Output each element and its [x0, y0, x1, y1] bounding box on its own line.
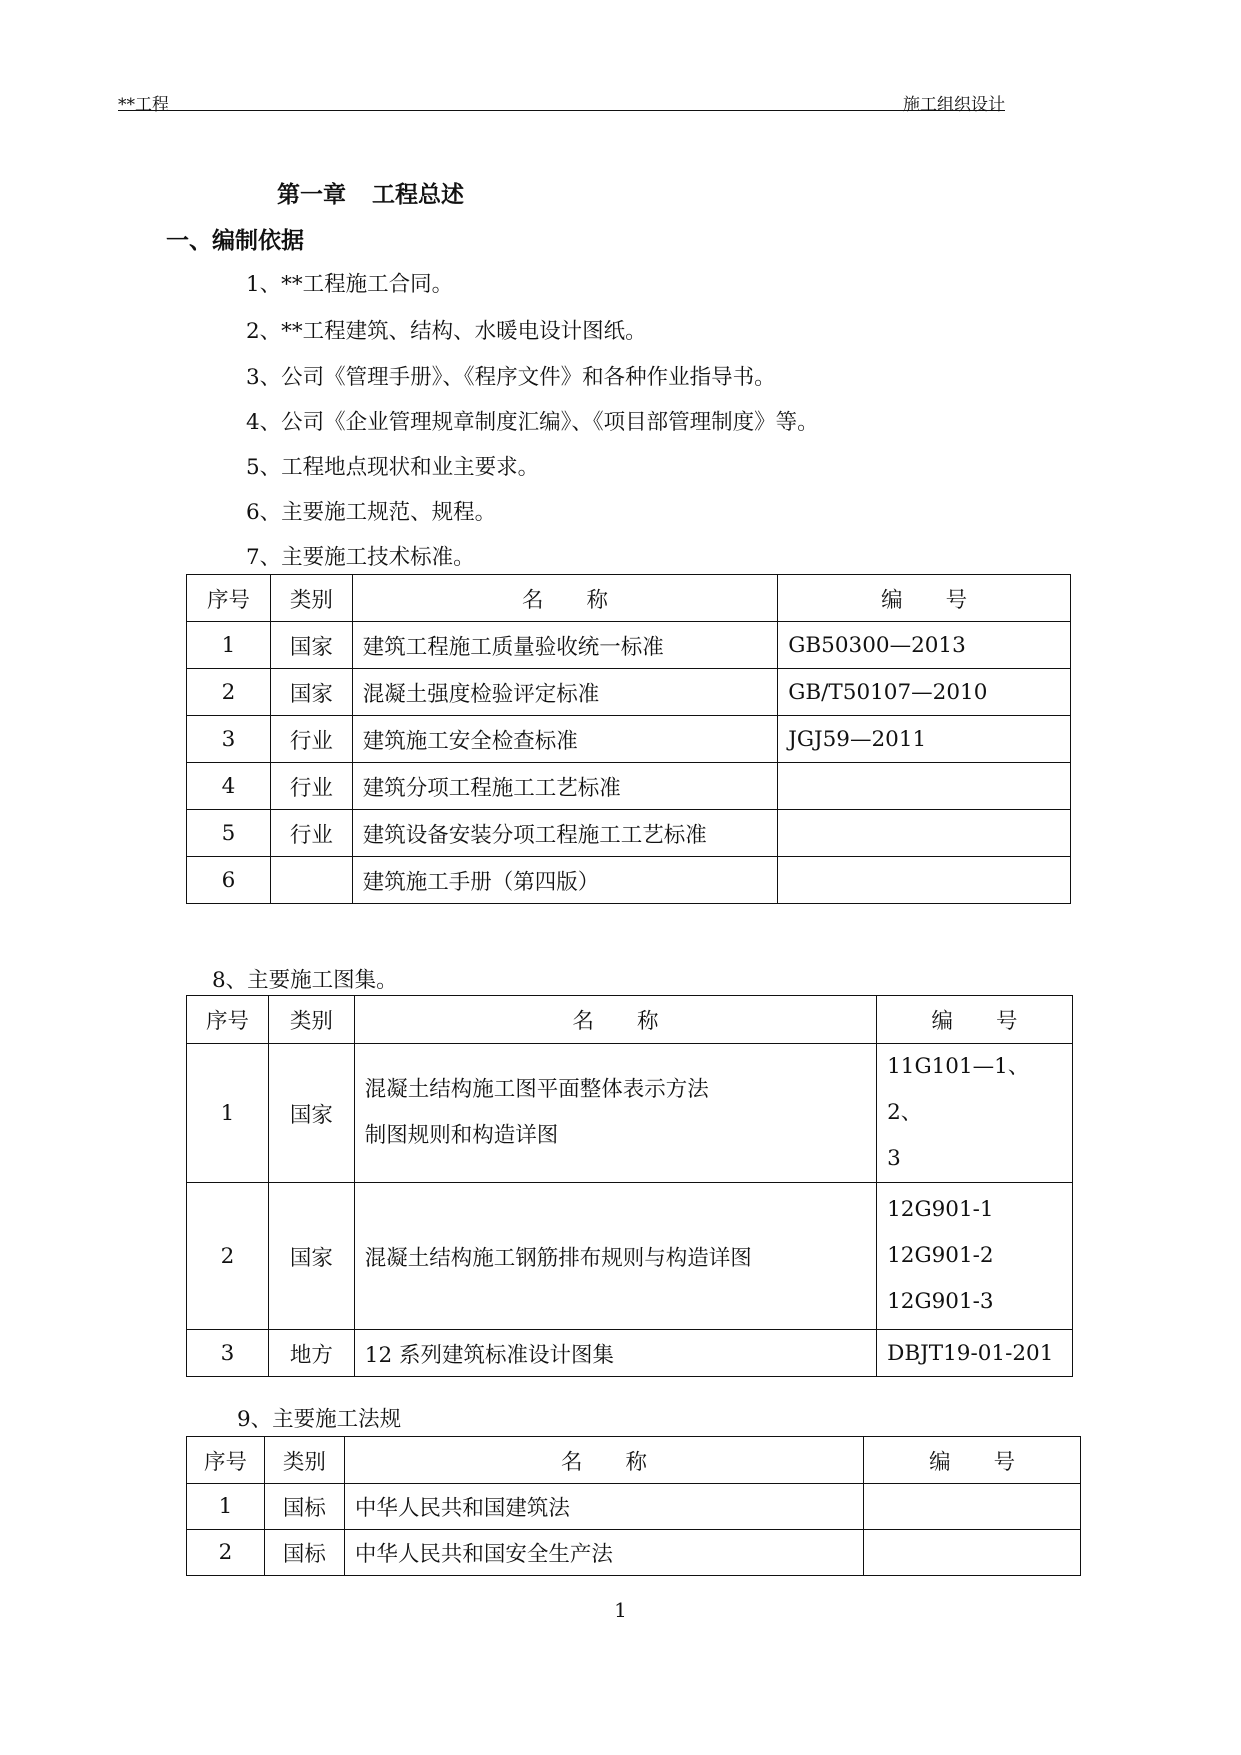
cell-name: 建筑工程施工质量验收统一标准 [352, 622, 777, 669]
cell-category: 国标 [264, 1484, 344, 1530]
cell-category: 行业 [270, 810, 352, 857]
cell-code-line: 12G901-1 [887, 1197, 994, 1222]
table-row [187, 810, 1071, 857]
cell-no: 2 [187, 669, 271, 716]
table-row [187, 622, 1071, 669]
table-row [187, 763, 1071, 810]
header-cell-code: 编 号 [778, 575, 1071, 622]
list-item: 8、主要施工图集。 [212, 968, 398, 993]
table-row [187, 716, 1071, 763]
list-item: 9、主要施工法规 [237, 1407, 402, 1432]
section-title: 一、编制依据 [166, 227, 304, 254]
cell-code: GB/T50107—2010 [778, 669, 1071, 716]
header-cell-category: 类别 [270, 575, 352, 622]
table-row [187, 857, 1071, 904]
cell-no: 2 [187, 1183, 269, 1330]
header-cell-name: 名 称 [352, 575, 777, 622]
cell-code [778, 810, 1071, 857]
table-header-row [187, 575, 1071, 622]
header-cell-category: 类别 [268, 996, 354, 1044]
cell-category: 国家 [268, 1183, 354, 1330]
cell-code-line: 3 [887, 1146, 901, 1171]
cell-category: 地方 [268, 1330, 354, 1377]
header-cell-no: 序号 [187, 1437, 265, 1484]
cell-no: 1 [187, 622, 271, 669]
cell-code [864, 1484, 1081, 1530]
header-rule [118, 110, 1005, 111]
list-item: 7、主要施工技术标准。 [246, 545, 475, 570]
cell-category: 行业 [270, 763, 352, 810]
table-row [187, 1044, 1073, 1183]
list-item: 3、公司《管理手册》、《程序文件》和各种作业指导书。 [246, 365, 776, 390]
cell-code [864, 1530, 1081, 1576]
list-item: 2、**工程建筑、结构、水暖电设计图纸。 [246, 319, 647, 344]
cell-no: 5 [187, 810, 271, 857]
cell-no: 1 [187, 1044, 269, 1183]
cell-category: 国标 [264, 1530, 344, 1576]
cell-code: DBJT19-01-201 [877, 1330, 1073, 1377]
cell-name: 建筑施工安全检查标准 [352, 716, 777, 763]
cell-name: 中华人民共和国安全生产法 [344, 1530, 863, 1576]
header-cell-code: 编 号 [877, 996, 1073, 1044]
table-row [187, 1330, 1073, 1377]
cell-no: 6 [187, 857, 271, 904]
list-item: 5、工程地点现状和业主要求。 [246, 455, 540, 480]
list-item: 1、**工程施工合同。 [246, 272, 454, 297]
table-row [187, 1183, 1073, 1330]
cell-no: 3 [187, 1330, 269, 1377]
cell-name-line: 制图规则和构造详图 [364, 1123, 559, 1148]
header-cell-no: 序号 [187, 575, 271, 622]
page-number: 1 [614, 1598, 627, 1622]
cell-code [778, 763, 1071, 810]
standards-table [186, 574, 1071, 904]
regulations-table [186, 1436, 1081, 1576]
table-row [187, 1484, 1081, 1530]
header-left: **工程 [118, 95, 169, 115]
cell-name: 建筑施工手册（第四版） [352, 857, 777, 904]
cell-code-line: 11G101—1、2、 [887, 1054, 1030, 1125]
cell-no: 4 [187, 763, 271, 810]
chapter-number: 第一章 [277, 181, 346, 208]
cell-code: GB50300—2013 [778, 622, 1071, 669]
cell-category: 国家 [268, 1044, 354, 1183]
cell-no: 1 [187, 1484, 265, 1530]
cell-no: 2 [187, 1530, 265, 1576]
header-cell-category: 类别 [264, 1437, 344, 1484]
cell-code [877, 1183, 1073, 1330]
table-header-row [187, 1437, 1081, 1484]
list-item: 4、公司《企业管理规章制度汇编》、《项目部管理制度》等。 [246, 410, 819, 435]
header-cell-code: 编 号 [864, 1437, 1081, 1484]
list-item: 6、主要施工规范、规程。 [246, 500, 497, 525]
header-cell-no: 序号 [187, 996, 269, 1044]
cell-code: JGJ59—2011 [778, 716, 1071, 763]
table-header-row [187, 996, 1073, 1044]
cell-code [778, 857, 1071, 904]
table-row [187, 669, 1071, 716]
header-cell-name: 名 称 [354, 996, 876, 1044]
cell-category: 国家 [270, 669, 352, 716]
cell-code [877, 1044, 1073, 1183]
cell-code-line: 12G901-2 [887, 1243, 994, 1268]
cell-code-line: 12G901-3 [887, 1289, 994, 1314]
header-right: 施工组织设计 [903, 95, 1005, 115]
chapter-title [277, 176, 464, 209]
cell-name: 混凝土结构施工钢筋排布规则与构造详图 [354, 1183, 876, 1330]
cell-name: 建筑分项工程施工工艺标准 [352, 763, 777, 810]
atlas-table [186, 995, 1073, 1377]
cell-no: 3 [187, 716, 271, 763]
cell-name: 建筑设备安装分项工程施工工艺标准 [352, 810, 777, 857]
cell-category: 行业 [270, 716, 352, 763]
cell-category [270, 857, 352, 904]
table-row [187, 1530, 1081, 1576]
cell-name: 中华人民共和国建筑法 [344, 1484, 863, 1530]
cell-category: 国家 [270, 622, 352, 669]
cell-name-line: 混凝土结构施工图平面整体表示方法 [364, 1077, 709, 1102]
cell-name [354, 1044, 876, 1183]
cell-name: 混凝土强度检验评定标准 [352, 669, 777, 716]
cell-name: 12 系列建筑标准设计图集 [354, 1330, 876, 1377]
chapter-name: 工程总述 [372, 181, 464, 208]
header-cell-name: 名 称 [344, 1437, 863, 1484]
